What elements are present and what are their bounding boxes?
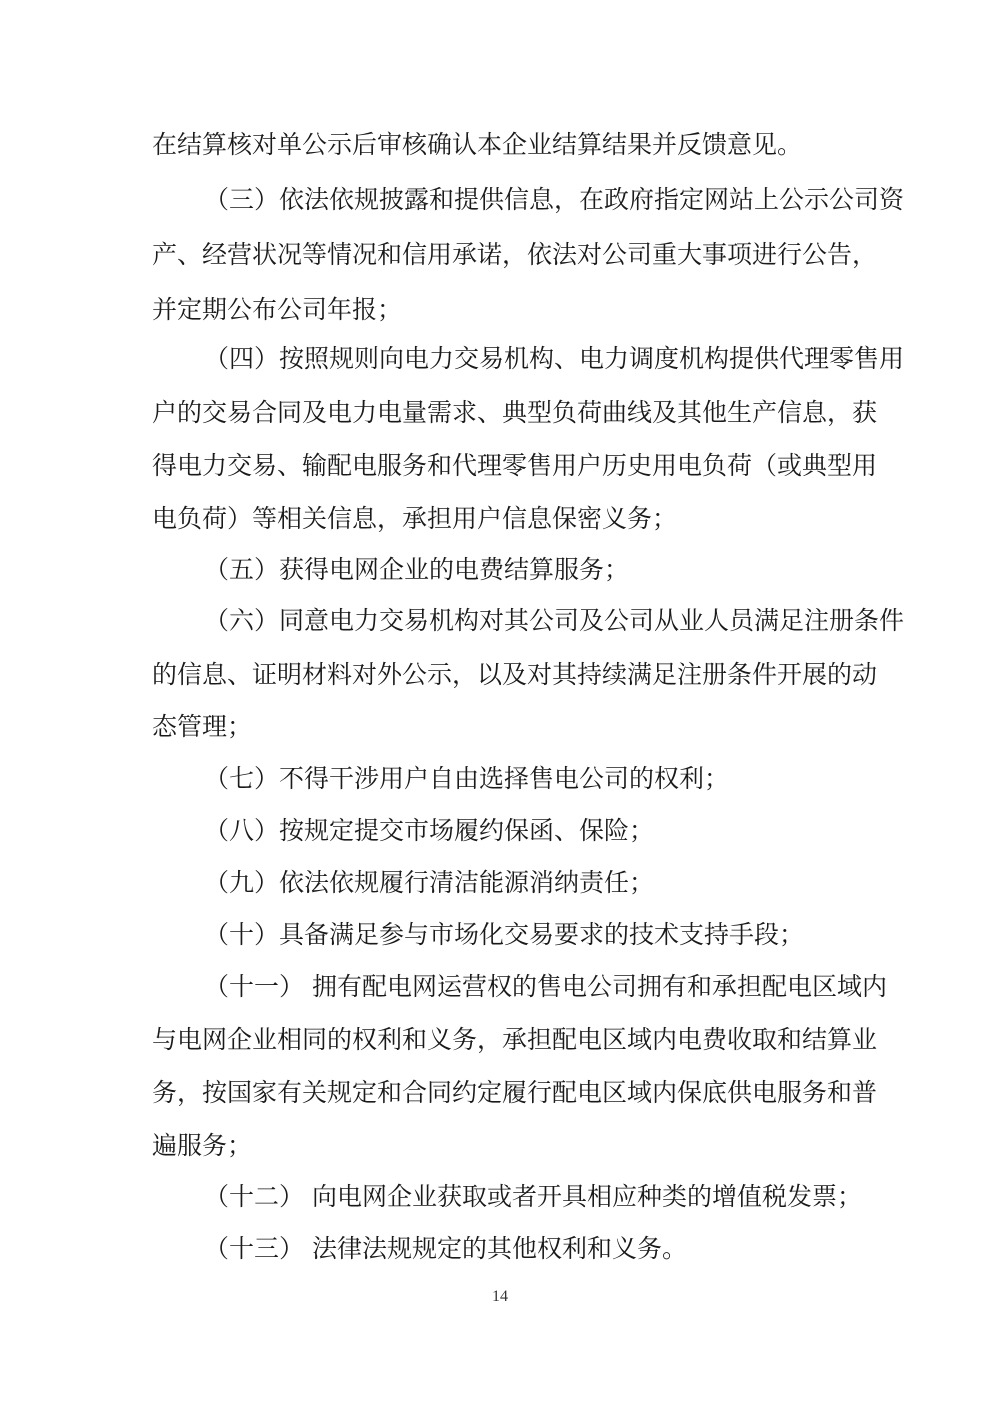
text-line-6: 户的交易合同及电力电量需求、典型负荷曲线及其他生产信息，获	[152, 398, 878, 427]
text-line-3: 产、经营状况等情况和信用承诺，依法对公司重大事项进行公告，	[152, 240, 878, 269]
text-line-16: （十）具备满足参与市场化交易要求的技术支持手段；	[204, 920, 805, 949]
text-line-19: 务，按国家有关规定和合同约定履行配电区域内保底供电服务和普	[152, 1078, 878, 1107]
text-line-9: （五）获得电网企业的电费结算服务；	[204, 555, 630, 584]
text-line-4: 并定期公布公司年报；	[152, 295, 403, 324]
text-line-8: 电负荷）等相关信息，承担用户信息保密义务；	[152, 504, 678, 533]
text-line-22: （十三） 法律法规规定的其他权利和义务。	[204, 1234, 687, 1263]
text-line-18: 与电网企业相同的权利和义务，承担配电区域内电费收取和结算业	[152, 1025, 878, 1054]
text-line-15: （九）依法依规履行清洁能源消纳责任；	[204, 868, 655, 897]
page-number: 14	[492, 1288, 508, 1305]
text-line-14: （八）按规定提交市场履约保函、保险；	[204, 816, 655, 845]
text-line-21: （十二） 向电网企业获取或者开具相应种类的增值税发票；	[204, 1182, 862, 1211]
text-line-13: （七）不得干涉用户自由选择售电公司的权利；	[204, 764, 730, 793]
text-line-5: （四）按照规则向电力交易机构、电力调度机构提供代理零售用	[204, 344, 905, 373]
text-line-10: （六）同意电力交易机构对其公司及公司从业人员满足注册条件	[204, 606, 905, 635]
text-line-12: 态管理；	[152, 712, 253, 741]
text-line-20: 遍服务；	[152, 1131, 253, 1160]
text-line-7: 得电力交易、输配电服务和代理零售用户历史用电负荷（或典型用	[152, 451, 878, 480]
text-line-2: （三）依法依规披露和提供信息，在政府指定网站上公示公司资	[204, 185, 905, 214]
text-line-17: （十一） 拥有配电网运营权的售电公司拥有和承担配电区域内	[204, 972, 887, 1001]
text-line-11: 的信息、证明材料对外公示，以及对其持续满足注册条件开展的动	[152, 660, 878, 689]
text-line-1: 在结算核对单公示后审核确认本企业结算结果并反馈意见。	[152, 130, 803, 159]
